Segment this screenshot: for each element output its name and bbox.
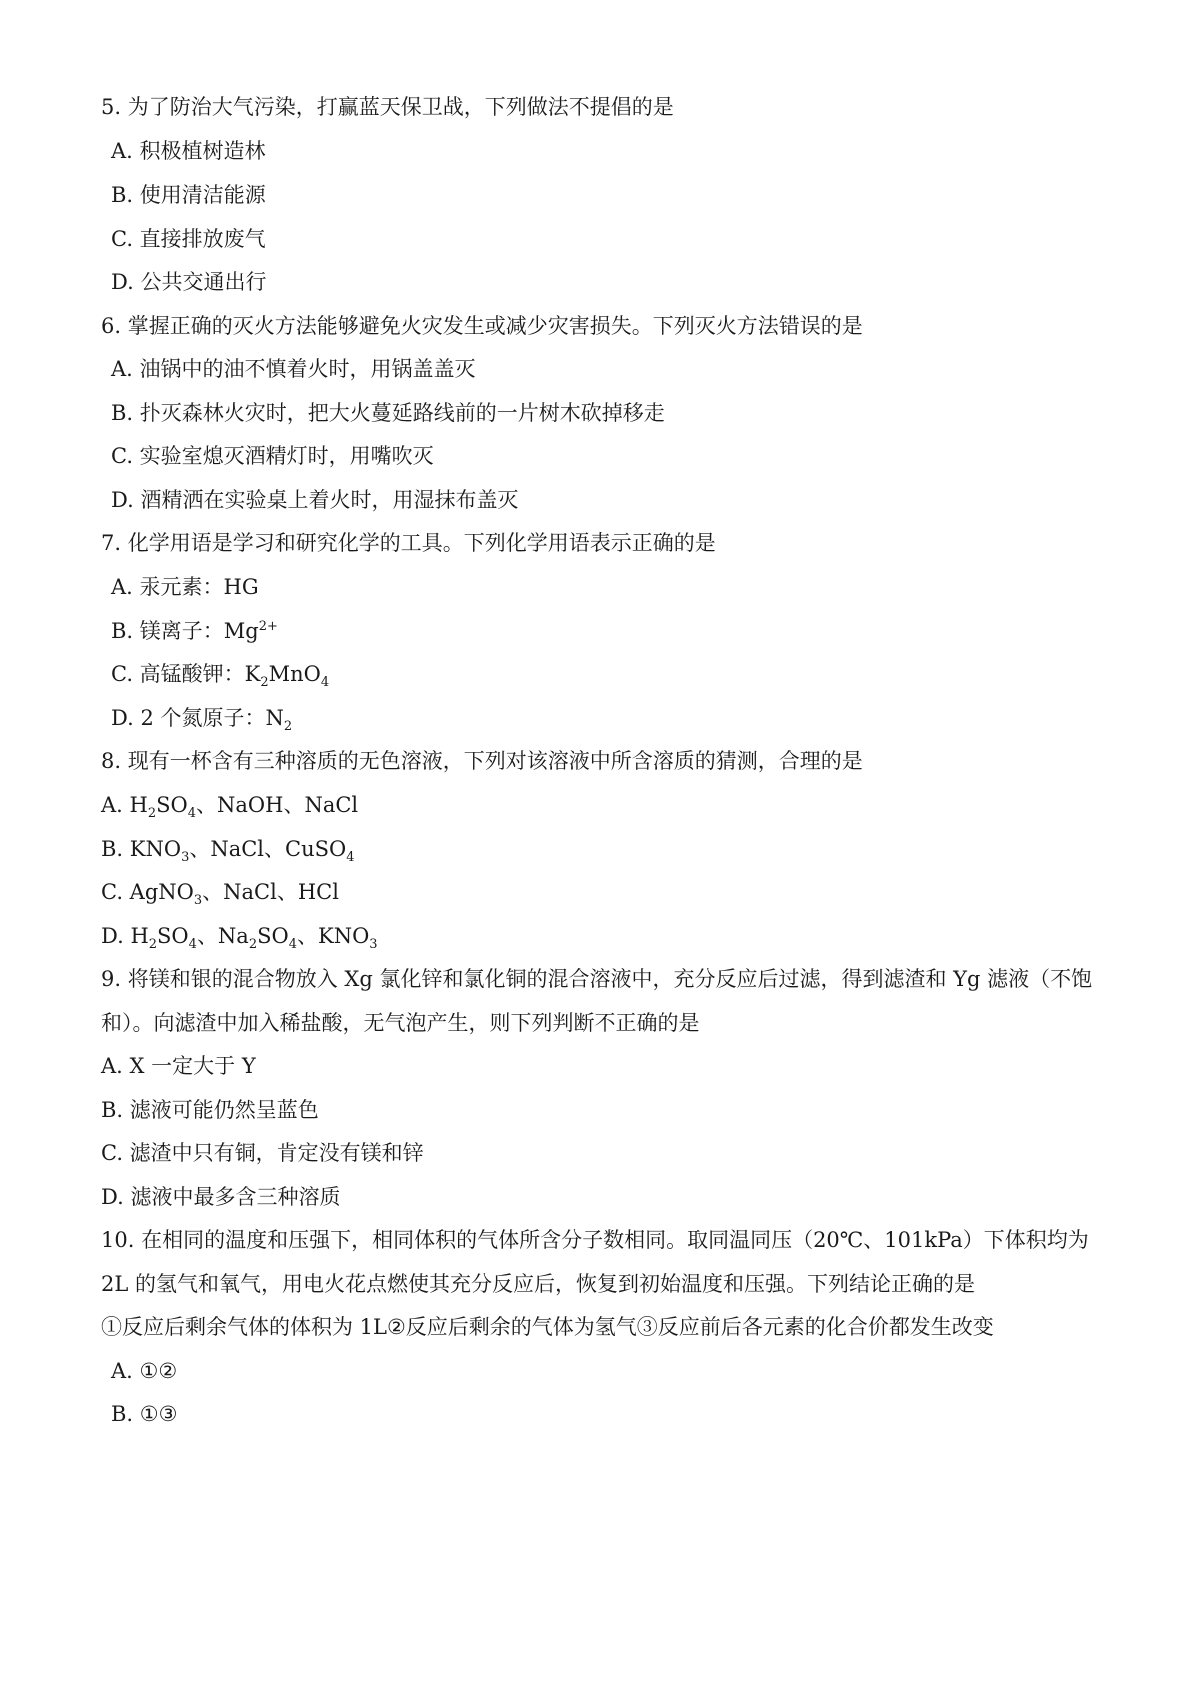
question-8-stem: 8. 现有一杯含有三种溶质的无色溶液，下列对该溶液中所含溶质的猜测，合理的是	[101, 749, 863, 773]
q6-option-c: C. 实验室熄灭酒精灯时，用嘴吹灭	[111, 444, 434, 468]
q8-d-mid3: SO	[257, 924, 289, 948]
q7-b-charge: 2+	[258, 619, 278, 634]
q8-a-sub1: 2	[147, 806, 157, 822]
q7-option-d	[111, 704, 293, 735]
q8-d-sub4: 4	[288, 937, 298, 953]
q8-c-sub1: 3	[193, 893, 203, 909]
q7-option-c	[111, 660, 330, 691]
question-6-stem: 6. 掌握正确的灭火方法能够避免火灾发生或减少灾害损失。下列灭火方法错误的是	[101, 314, 863, 338]
q8-d-sub3: 2	[248, 937, 258, 953]
q8-d-mid4: 、KNO	[297, 924, 370, 948]
q7-option-a	[111, 573, 259, 601]
q7-c-part1: K	[244, 662, 261, 686]
q8-d-sub1: 2	[148, 937, 158, 953]
q8-b-label: B. KNO	[101, 837, 182, 861]
q7-c-sub2: 4	[320, 675, 330, 691]
q8-d-label: D. H	[101, 924, 149, 948]
q7-d-sub1: 2	[283, 719, 293, 735]
q7-a-label: A. 汞元素：	[111, 575, 224, 599]
q5-option-c: C. 直接排放废气	[111, 227, 266, 251]
q8-b-mid: 、NaCl、CuSO	[189, 837, 347, 861]
question-9-stem-line2: 和）。向滤渣中加入稀盐酸，无气泡产生，则下列判断不正确的是	[101, 1011, 700, 1035]
question-7-stem: 7. 化学用语是学习和研究化学的工具。下列化学用语表示正确的是	[101, 531, 716, 555]
q7-a-formula: HG	[223, 575, 259, 599]
q8-d-sub5: 3	[369, 937, 378, 953]
q7-option-b	[111, 617, 278, 645]
q8-option-c	[101, 878, 339, 909]
q8-a-sub2: 4	[187, 806, 197, 822]
q8-option-b	[101, 835, 355, 866]
q10-option-a: A. ①②	[111, 1359, 178, 1383]
q7-b-element: Mg	[223, 619, 259, 643]
question-10-stem-line3: ①反应后剩余气体的体积为 1L②反应后剩余的气体为氢气③反应前后各元素的化合价都发生改变	[101, 1315, 994, 1339]
q9-option-a: A. X 一定大于 Y	[101, 1054, 256, 1078]
q8-d-sub2: 4	[188, 937, 197, 953]
q7-d-label: D. 2 个氮原子：	[111, 706, 266, 730]
q8-c-rest: 、NaCl、HCl	[202, 880, 339, 904]
q6-option-d: D. 酒精洒在实验桌上着火时，用湿抹布盖灭	[111, 488, 519, 512]
question-5-stem: 5. 为了防治大气污染，打赢蓝天保卫战，下列做法不提倡的是	[101, 95, 674, 119]
q10-option-b: B. ①③	[111, 1402, 178, 1426]
q8-option-a	[101, 791, 359, 822]
q7-b-label: B. 镁离子：	[111, 619, 224, 643]
q8-d-mid2: 、Na	[196, 924, 249, 948]
q7-c-part2: MnO	[268, 662, 321, 686]
q7-c-sub1: 2	[260, 675, 269, 691]
q5-option-b: B. 使用清洁能源	[111, 183, 266, 207]
q7-d-part1: N	[265, 706, 284, 730]
q8-b-sub1: 3	[181, 850, 190, 866]
q8-a-rest: 、NaOH、NaCl	[196, 793, 359, 817]
q8-d-mid1: SO	[157, 924, 189, 948]
q6-option-b: B. 扑灭森林火灾时，把大火蔓延路线前的一片树木砍掉移走	[111, 401, 665, 425]
q5-option-d: D. 公共交通出行	[111, 270, 267, 294]
q6-option-a: A. 油锅中的油不慎着火时，用锅盖盖灭	[111, 357, 476, 381]
q5-option-a: A. 积极植树造林	[111, 139, 266, 163]
q8-option-d	[101, 922, 378, 953]
question-10-stem-line2: 2L 的氢气和氧气，用电火花点燃使其充分反应后，恢复到初始温度和压强。下列结论正确的是	[101, 1272, 975, 1296]
q8-a-label: A. H	[101, 793, 148, 817]
q9-option-b: B. 滤液可能仍然呈蓝色	[101, 1098, 319, 1122]
question-9-stem-line1: 9. 将镁和银的混合物放入 Xg 氯化锌和氯化铜的混合溶液中，充分反应后过滤，得到滤渣和 Yg 滤液（不饱	[101, 967, 1093, 991]
q9-option-c: C. 滤渣中只有铜，肯定没有镁和锌	[101, 1141, 424, 1165]
q7-c-label: C. 高锰酸钾：	[111, 662, 245, 686]
q8-c-label: C. AgNO	[101, 880, 194, 904]
q8-b-sub2: 4	[346, 850, 355, 866]
q8-a-mid: SO	[156, 793, 188, 817]
question-10-stem-line1: 10. 在相同的温度和压强下，相同体积的气体所含分子数相同。取同温同压（20℃、101kPa）下体积均为	[101, 1228, 1089, 1252]
q9-option-d: D. 滤液中最多含三种溶质	[101, 1185, 341, 1209]
